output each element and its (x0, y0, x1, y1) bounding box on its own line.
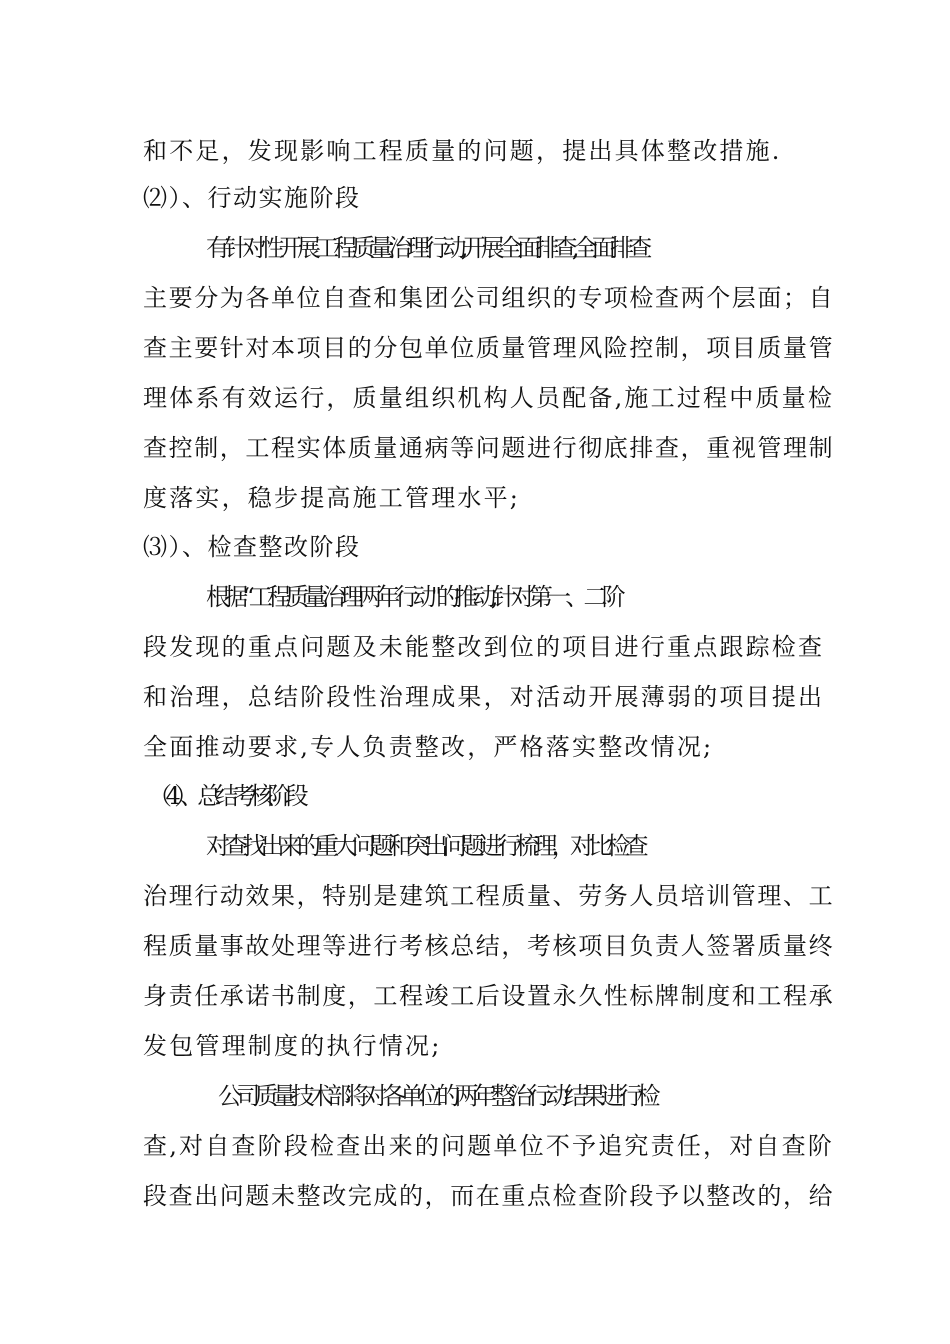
paragraph-line: 段查出问题未整改完成的，而在重点检查阶段予以整改的，给 (143, 1182, 835, 1210)
paragraph-line: 理体系有效运行，质量组织机构人员配备,施工过程中质量检 (143, 384, 835, 412)
paragraph-line: 身责任承诺书制度，工程竣工后设置永久性标牌制度和工程承 (143, 982, 835, 1010)
paragraph-line: 对查找出来的重大问题和突出问题进行梳理，对比检查 (206, 832, 643, 860)
paragraph-line: 治理行动效果，特别是建筑工程质量、劳务人员培训管理、工 (143, 882, 835, 910)
paragraph-line: 查主要针对本项目的分包单位质量管理风险控制，项目质量管 (143, 334, 835, 362)
paragraph-line: 和治理，总结阶段性治理成果，对活动开展薄弱的项目提出 (143, 683, 825, 711)
section-heading-inspection: ⑶）、检查整改阶段 (143, 533, 361, 561)
paragraph-line: 程质量事故处理等进行考核总结，考核项目负责人签署质量终 (143, 932, 835, 960)
section-heading-implementation: ⑵）、行动实施阶段 (143, 184, 361, 212)
paragraph-line: 根据“工程质量治理两年行动"的推动,针对第一、二阶 (206, 583, 620, 611)
paragraph-line: 全面推动要求,专人负责整改，严格落实整改情况; (143, 733, 714, 761)
paragraph-line: 主要分为各单位自查和集团公司组织的专项检查两个层面；自 (143, 284, 835, 312)
paragraph-line: 有针对性开展工程质量治理行动,开展全面排查,全面排查 (206, 234, 647, 262)
section-heading-summary: （4）、总结考核阶段 (148, 782, 303, 810)
paragraph-line: 查,对自查阶段检查出来的问题单位不予追究责任，对自查阶 (143, 1132, 835, 1160)
paragraph-line: 公司质量技术部将对各单位的两年整治行动结果进行检 (218, 1082, 655, 1110)
paragraph-line: 和不足，发现影响工程质量的问题，提出具体整改措施. (143, 137, 782, 165)
paragraph-line: 度落实，稳步提高施工管理水平; (143, 484, 521, 512)
paragraph-line: 查控制，工程实体质量通病等问题进行彻底排查，重视管理制 (143, 434, 835, 462)
paragraph-line: 段发现的重点问题及未能整改到位的项目进行重点跟踪检查 (143, 633, 825, 661)
paragraph-line: 发包管理制度的执行情况; (143, 1032, 442, 1060)
